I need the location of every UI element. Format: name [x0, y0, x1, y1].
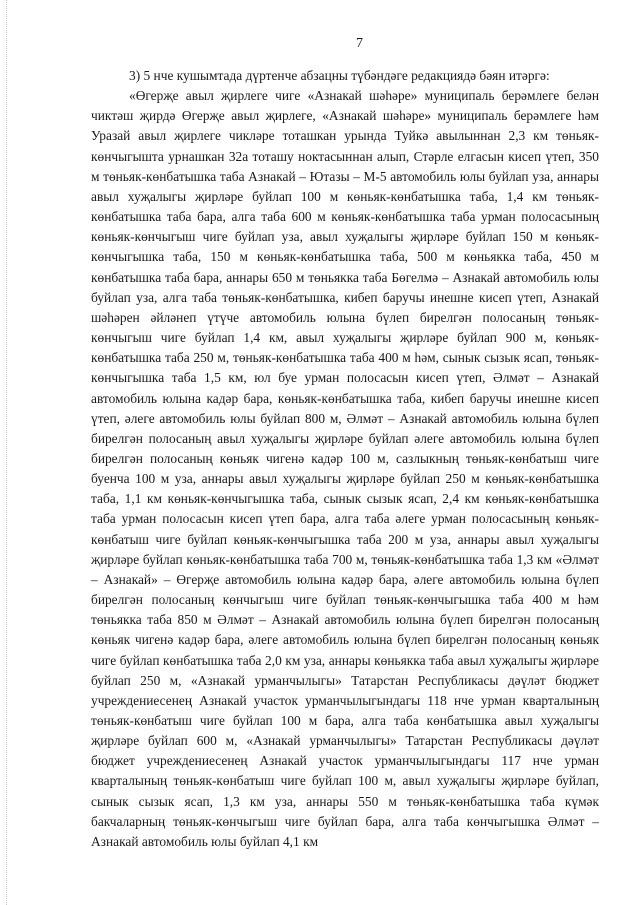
- amendment-intro-paragraph: 3) 5 нче кушымтада дүртенче абзацны түбәндәге редакциядә бәян итәргә:: [129, 68, 550, 83]
- document-body: [91, 66, 599, 852]
- page-number: 7: [356, 36, 363, 51]
- scan-edge-line: [6, 0, 7, 905]
- amendment-text-paragraph: «Өгерҗе авыл җирлеге чиге «Азнакай шәһәре» муниципаль берәмлеге белән чиктәш җирдә Өгерҗе авыл җирлеге, «Азнакай шәһәре» муниципаль берәмлеге һәм Уразай авыл җирлеге чикләре тоташкан урында Туйкә авылыннан 2,3 км төньяк-көнчыгышта урнашкан 32а тоташу ноктасыннан алып, Стәрле елгасын кисеп үтеп, 350 м төньяк-көнбатышка таба Азнакай – Ютазы – М-5 автомобиль юлы буйлап уза, аннары авыл хуҗалыгы җирләре буйлап 100 м көньяк-көнбатышка таба, 1,4 км төньяк-көнбатышка таба бара, алга таба 600 м көньяк-көнбатышка таба урман полосасының көньяк-көнчыгыш чиге буйлап уза, авыл хуҗалыгы җирләре буйлап 150 м көньяк-көнчыгышка таба, 150 м көньяк-көнбатышка таба, 500 м көньякка таба, 450 м көнбатышка таба бара, аннары 650 м төньякка таба Бөгелмә – Азнакай автомобиль юлы буйлап уза, алга таба төньяк-көнбатышка, кибеп баручы инешне кисеп үтеп, Азнакай шәһәрен әйләнеп үтүче автомобиль юлына бүлеп бирелгән полосаның төньяк-көнчыгыш чиге буйлап 1,4 км, авыл хуҗалыгы җирләре буйлап 900 м, көньяк-көнбатышка таба 250 м, төньяк-көнбатышка таба 400 м һәм, сынык сызык ясап, төньяк-көнчыгышка таба 1,5 км, юл буе урман полосасын кисеп үтеп, Әлмәт – Азнакай автомобиль юлына кадәр бара, көньяк-көнбатышка таба, кибеп баручы инешне кисеп үтеп, әлеге автомобиль юлы буйлап 800 м, Әлмәт – Азнакай автомобиль юлына бүлеп бирелгән полосаның авыл хуҗалыгы җирләре буйлап әлеге автомобиль юлына бүлеп бирелгән полосаның көньяк чигенә кадәр 100 м, сазлыкның төньяк-көнбатыш чиге буенча 100 м уза, аннары авыл хуҗалыгы җирләре буйлап 250 м көньяк-көнбатышка таба, 1,1 км көньяк-көнчыгышка таба, сынык сызык ясап, 2,4 км көньяк-көнбатышка таба урман полосасын кисеп үтеп бара, алга таба әлеге урман полосасының көньяк-көнбатыш чиге буйлап көньяк-көнчыгышка таба 200 м уза, аннары авыл хуҗалыгы җирләре буйлап көньяк-көнбатышка таба 700 м, төньяк-көнбатышка таба 1,3 км «Әлмәт – Азнакай» – Өгерҗе автомобиль юлына кадәр бара, әлеге автомобиль юлына бүлеп бирелгән полосаның көнчыгыш чиге буйлап төньяк-көнчыгышка таба 400 м һәм төньякка таба 850 м Әлмәт – Азнакай автомобиль юлына бүлеп бирелгән полосаның көньяк чигенә кадәр бара, әлеге автомобиль юлына бүлеп бирелгән полосаның көньяк чиге буйлап көнбатышка таба 2,0 км уза, аннары көньякка таба авыл хуҗалыгы җирләре буйлап 250 м, «Азнакай урманчылыгы» Татарстан Республикасы дәүләт бюджет учреждениесенең Азнакай участок урманчылыгындагы 118 нче урман кварталының төньяк-көнбатыш чиге буйлап 100 м бара, алга таба көнбатышка авыл хуҗалыгы җирләре буйлап 600 м, «Азнакай урманчылыгы» Татарстан Республикасы дәүләт бюджет учреждениесенең Азнакай участок урманчылыгындагы 117 нче урман кварталының төньяк-көнбатыш чиге буйлап 100 м, авыл хуҗалыгы җирләре буйлап, сынык сызык ясап, 1,3 км уза, аннары 550 м төньяк-көнбатышка таба күмәк бакчаларның төньяк-көнчыгыш чиге буйлап бара, алга таба көнчыгышка Әлмәт – Азнакай автомобиль юлы буйлап 4,1 км: [91, 88, 599, 849]
